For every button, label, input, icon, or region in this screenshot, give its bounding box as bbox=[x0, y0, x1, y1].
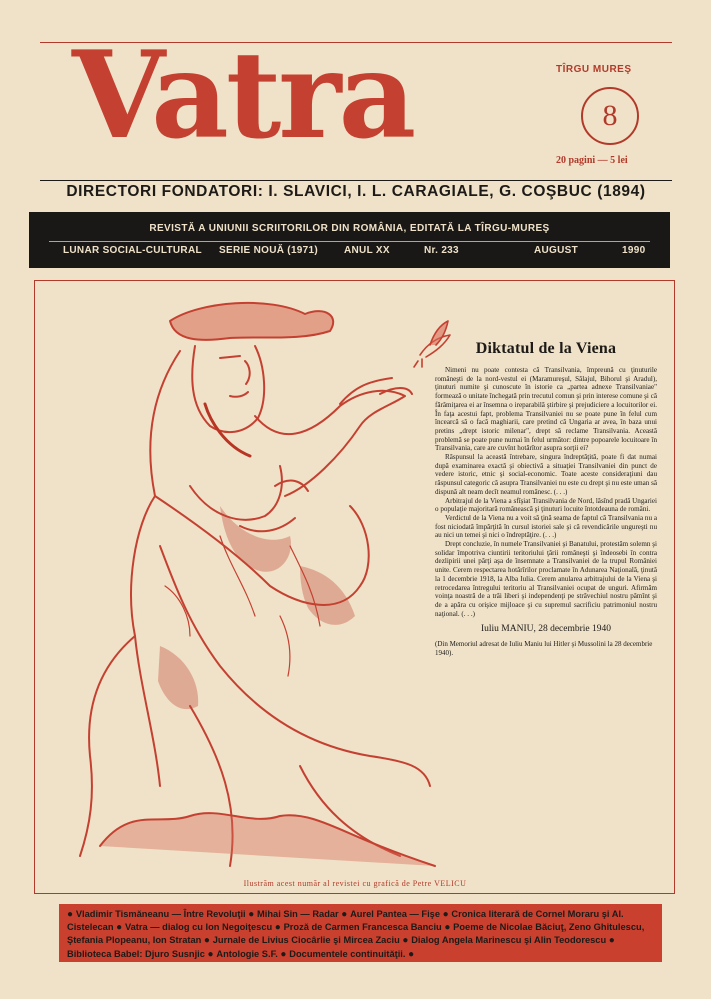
info-band bbox=[29, 212, 670, 268]
header-rule bbox=[40, 180, 672, 181]
article-source-note: (Din Memoriul adresat de Iuliu Maniu lui Hitler şi Mussolini la 28 decembrie 1940). bbox=[435, 640, 653, 657]
band-year: ANUL XX bbox=[344, 245, 390, 256]
band-publisher-line: REVISTĂ A UNIUNII SCRIITORILOR DIN ROMÂNIA, EDITATĂ LA TÎRGU-MUREŞ bbox=[149, 223, 550, 234]
band-month: AUGUST bbox=[534, 245, 579, 256]
bullet-icon: ● bbox=[116, 922, 125, 934]
article-paragraph: Verdictul de la Viena nu a voit să ţină seama de faptul că Transilvania nu a fost niciodată împărţită în cursul istoriei sale şi că revendicările ungureşti nu au nici un temei şi nici o îndreptăţire. (. . .) bbox=[435, 513, 657, 540]
contents-item: Documentele continuităţii. bbox=[289, 948, 406, 959]
article-paragraph: Arbitrajul de la Viena a sfîşiat Transilvania de Nord, lăsînd pradă Ungariei o populaţie majoritară românească şi ţinuturi locuite întotdeauna de români. bbox=[435, 496, 657, 514]
band-series: SERIE NOUĂ (1971) bbox=[219, 245, 319, 256]
bullet-icon: ● bbox=[608, 935, 615, 947]
bullet-icon: ● bbox=[248, 909, 258, 920]
contents-item: Jurnale de Livius Ciocârlie şi Mircea Zaciu bbox=[212, 935, 400, 946]
band-number: Nr. 233 bbox=[424, 245, 459, 256]
article-paragraph: Răspunsul la această întrebare, singura îndreptăţită, poate fi dat numai după examinarea exactă şi obiectivă a situaţiei Transilvaniei din punct de vedere istoric, etnic şi social-economic. Toate aceste consideraţiuni dau răspunsul categoric că asupra Transilvaniei nu este cu drept şi nu este uman să dispună alt neam decît neamul românesc. (. . .) bbox=[435, 453, 658, 496]
article-paragraph: Nimeni nu poate contesta că Transilvania, împreună cu ţinuturile româneşti de la nord-vestul ei (Maramureşul, Sălajul, Bihorul şi Aradul), ţinuturi numite şi cunoscute în istorie ca „partea adnexe Transilvaniae" formează o unitate închegată prin trecutul comun şi prin interese comune şi că fărâmiţarea ei ar însemna o ireparabilă ştirbire şi prejudiciere a locuitorilor ei. În faţa acestui fapt, problema Transilvaniei nu se poate pune în felul cum încearcă să o facă maghiarii, care pretind că Ungaria ar avea, în baza unui pretins „drept istoric milenar", drept să reclame Transilvania. Această problemă se poate pune numai în felul următor: dintre popoarele locuitoare în Transilvania, care are cuvînt hotărîtor asupra sorţii ei? bbox=[435, 366, 657, 453]
contents-box bbox=[59, 904, 662, 962]
band-year-date: 1990 bbox=[622, 245, 646, 256]
band-periodicity: LUNAR SOCIAL-CULTURAL bbox=[63, 245, 202, 256]
bullet-icon: ● bbox=[444, 922, 454, 934]
bullet-icon: ● bbox=[207, 948, 217, 960]
contents-item: Mihai Sin — Radar bbox=[257, 909, 339, 919]
bullet-icon: ● bbox=[408, 948, 415, 960]
contents-item: Cronica literară de Cornel Moraru şi Al. Cistelecan bbox=[67, 909, 624, 933]
contents-item: Vladimir Tismăneanu — Între Revoluţii bbox=[75, 909, 246, 919]
article bbox=[435, 340, 657, 658]
article-paragraph: Drept concluzie, în numele Transilvaniei şi Banatului, protestăm solemn şi solidar împotriva ciuntirii teritoriului ţării româneşti şi îndeosebi în contra dezlipirii unei părţi aşa de însemnate a Transilvaniei de la trupul României unite. Cerem respectarea hotărîrilor proclamate în Adunarea Naţională, ţinută la 1 decembrie 1918, la Alba Iulia. Cerem anularea arbitrajului de la Viena şi retrocedarea întregului teritoriu al Transilvaniei ocupat de unguri. Afirmăm voinţa noastră de a trăi liberi şi independenţi pe străvechiul nostru pămînt şi de a apăra cu orişice mijloace şi cu supremul sacrificiu patrimoniul nostru naţional. (. . .) bbox=[435, 540, 657, 618]
contents-item: Dialog Angela Marinescu şi Alin Teodorescu bbox=[411, 935, 607, 946]
band-separator bbox=[49, 241, 650, 242]
bullet-icon: ● bbox=[203, 935, 213, 947]
article-title: Diktatul de la Viena bbox=[475, 340, 617, 357]
contents-item: Proză de Carmen Francesca Banciu bbox=[283, 922, 442, 933]
bullet-icon: ● bbox=[67, 909, 76, 920]
bullet-icon: ● bbox=[341, 909, 351, 920]
contents-item: Aurel Pantea — Fişe bbox=[350, 909, 440, 919]
founders-line: DIRECTORI FONDATORI: I. SLAVICI, I. L. CARAGIALE, G. COŞBUC (1894) bbox=[66, 183, 646, 200]
article-body bbox=[435, 366, 657, 618]
figure-illustration bbox=[40, 286, 440, 886]
contents-item: Poeme de Nicolae Băciuţ, Zeno Ghitulescu, Ştefania Plopeanu, Ion Stratan bbox=[67, 922, 645, 946]
bullet-icon: ● bbox=[402, 935, 412, 947]
city-label: TÎRGU MUREŞ bbox=[556, 64, 632, 75]
contents-item: Antologie S.F. bbox=[216, 948, 278, 959]
bullet-icon: ● bbox=[274, 922, 284, 934]
issue-number-badge: 8 bbox=[581, 87, 639, 145]
band-issue-line bbox=[29, 245, 670, 259]
article-signature: Iuliu MANIU, 28 decembrie 1940 bbox=[480, 624, 612, 635]
masthead-logo: Vatra bbox=[72, 25, 414, 166]
price-label: 20 pagini — 5 lei bbox=[556, 155, 628, 166]
bullet-icon: ● bbox=[442, 909, 452, 920]
bullet-icon: ● bbox=[280, 948, 290, 960]
illustration-credit: Ilustrăm acest număr al revistei cu grafică de Petre VELICU bbox=[243, 879, 467, 888]
contents-item: Biblioteca Babel: Djuro Susnjic bbox=[67, 948, 205, 959]
contents-item: Vatra — dialog cu Ion Negoiţescu bbox=[124, 922, 273, 933]
